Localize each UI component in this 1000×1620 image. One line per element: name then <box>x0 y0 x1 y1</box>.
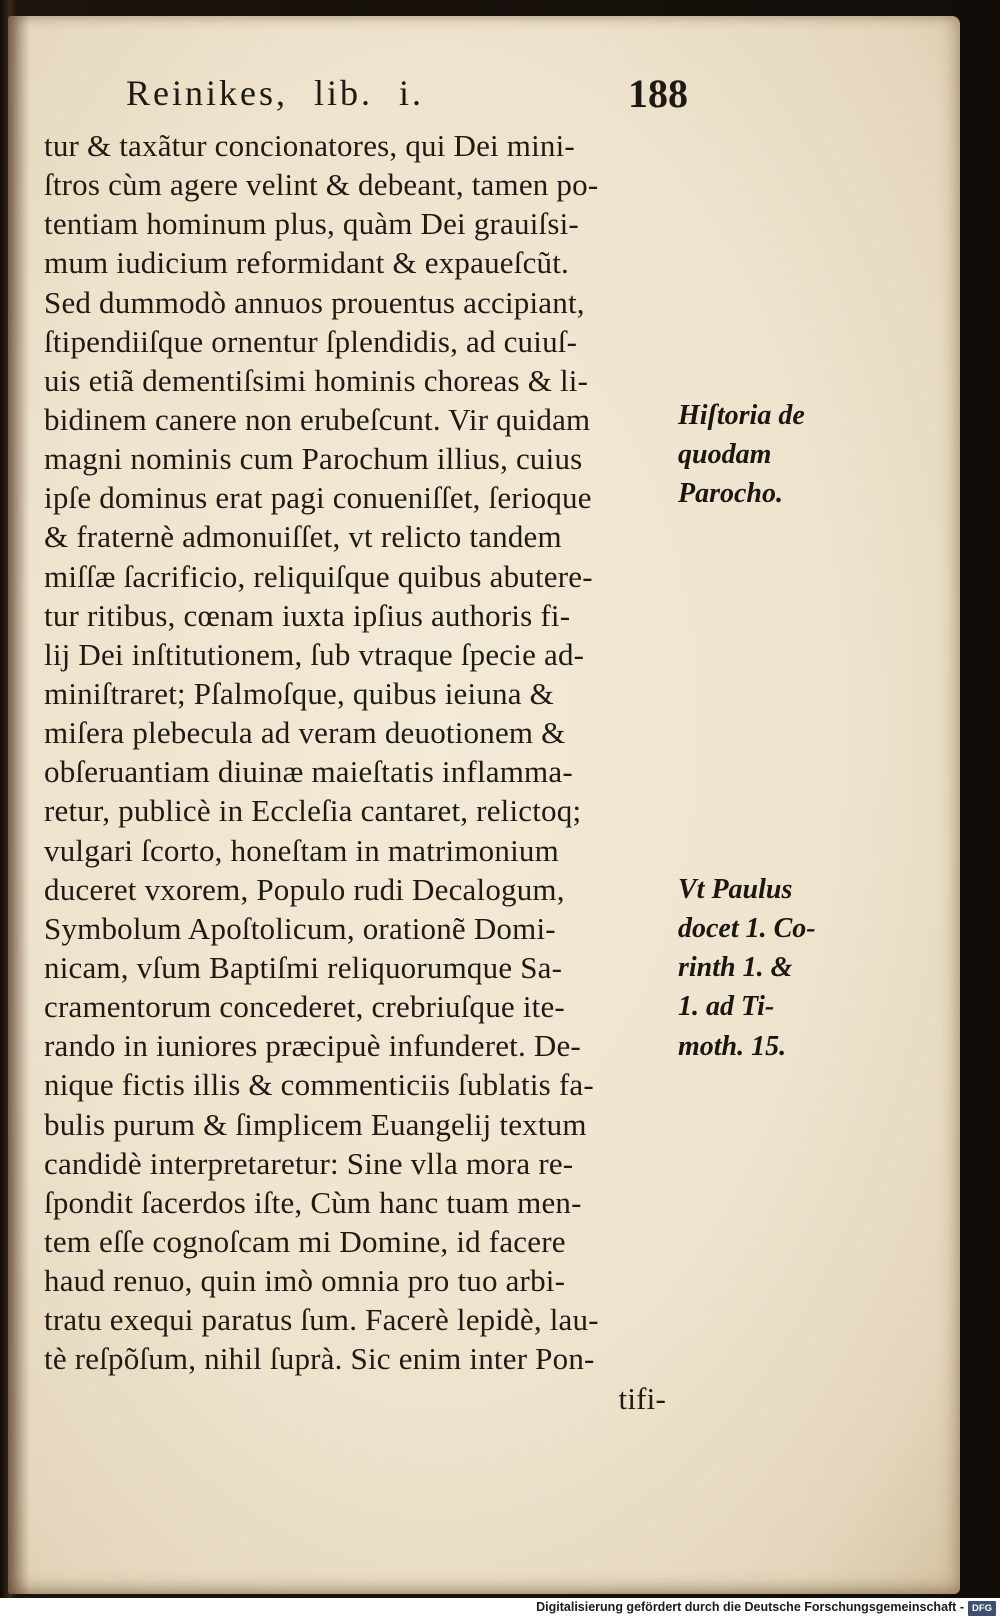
text-line: lij Dei inſtitutionem, ſub vtraque ſpecie ad- <box>44 636 585 672</box>
running-header <box>118 70 688 126</box>
marginal-note-line: Hiſtoria de <box>678 400 805 431</box>
marginal-note-line: quodam <box>678 439 772 471</box>
text-line: & fraternè admonuiſſet, vt relicto tandem <box>44 519 562 555</box>
text-line: ipſe dominus erat pagi conueniſſet, ſerioque <box>44 480 592 516</box>
text-line: vulgari ſcorto, honeſtam in matrimonium <box>44 832 559 868</box>
text-line: miniſtraret; Pſalmoſque, quibus ieiuna & <box>44 675 554 711</box>
text-line: tè reſpõſum, nihil ſuprà. Sic enim inter Pon- <box>44 1341 595 1377</box>
text-line: uis etiã dementiſsimi hominis choreas & li- <box>44 362 589 398</box>
text-line: duceret vxorem, Populo rudi Decalogum, <box>44 871 565 907</box>
text-line: bulis purum & ſimplicem Euangelij textum <box>44 1106 587 1142</box>
digitization-footer <box>0 1598 1000 1620</box>
text-line: Symbolum Apoſtolicum, orationẽ Domi- <box>44 910 556 946</box>
text-line: tur & taxãtur concionatores, qui Dei mini- <box>44 128 575 163</box>
page-gutter-shadow <box>8 16 30 1594</box>
catchword: tifi- <box>618 1380 666 1416</box>
text-line: tratu exequi paratus ſum. Facerè lepidè, lau- <box>44 1302 599 1338</box>
marginal-note-line: docet 1. Co- <box>678 913 816 945</box>
text-line: cramentorum concederet, crebriuſque ite- <box>44 989 565 1025</box>
funding-credit: Digitalisierung gefördert durch die Deutsche Forschungsgemeinschaft - <box>536 1600 964 1614</box>
marginal-note-line: Parocho. <box>678 478 783 510</box>
text-line: ſtipendiiſque ornentur ſplendidis, ad cuiuſ- <box>44 323 578 359</box>
text-line: nicam, vſum Baptiſmi reliquorumque Sa- <box>44 949 563 985</box>
text-line: magni nominis cum Parochum illius, cuius <box>44 441 583 477</box>
text-line: ſtros cùm agere velint & debeant, tamen po- <box>44 167 599 203</box>
marginal-note-line: Vt Paulus <box>678 874 793 905</box>
dfg-logo: DFG <box>968 1601 996 1616</box>
text-line: rando in iuniores præcipuè infunderet. De- <box>44 1028 581 1064</box>
text-line: haud renuo, quin imò omnia pro tuo arbi- <box>44 1263 566 1299</box>
page-number: 188 <box>628 71 688 116</box>
marginal-note-paulus <box>678 870 858 1066</box>
text-line: bidinem canere non erubeſcunt. Vir quidam <box>44 401 591 437</box>
marginal-note-line: moth. 15. <box>678 1030 787 1062</box>
marginal-note-historia <box>678 396 858 513</box>
running-title: Reinikes, lib. i. <box>126 73 424 113</box>
text-line: miſſæ ſacrificio, reliquiſque quibus abutere- <box>44 558 593 594</box>
text-line: mum iudicium reformidant & expaueſcũt. <box>44 245 569 281</box>
text-line: tentiam hominum plus, quàm Dei grauiſsi- <box>44 206 579 242</box>
marginal-note-line: rinth 1. & <box>678 952 793 984</box>
text-line: candidè interpretaretur: Sine vlla mora re- <box>44 1145 574 1181</box>
text-line: tem eſſe cognoſcam mi Domine, id facere <box>44 1223 566 1259</box>
text-line: nique fictis illis & commenticiis ſublatis fa- <box>44 1067 594 1103</box>
text-line: tur ritibus, cœnam iuxta ipſius authoris fi- <box>44 597 571 633</box>
text-line: ſpondit ſacerdos iſte, Cùm hanc tuam men- <box>44 1184 582 1220</box>
text-line: obſeruantiam diuinæ maieſtatis inflamma- <box>44 754 573 790</box>
text-line: miſera plebecula ad veram deuotionem & <box>44 715 566 751</box>
marginal-note-line: 1. ad Ti- <box>678 991 775 1023</box>
text-line: retur, publicè in Eccleſia cantaret, relictoq; <box>44 793 582 829</box>
text-line: Sed dummodò annuos prouentus accipiant, <box>44 284 585 320</box>
main-text-block <box>44 126 674 1418</box>
